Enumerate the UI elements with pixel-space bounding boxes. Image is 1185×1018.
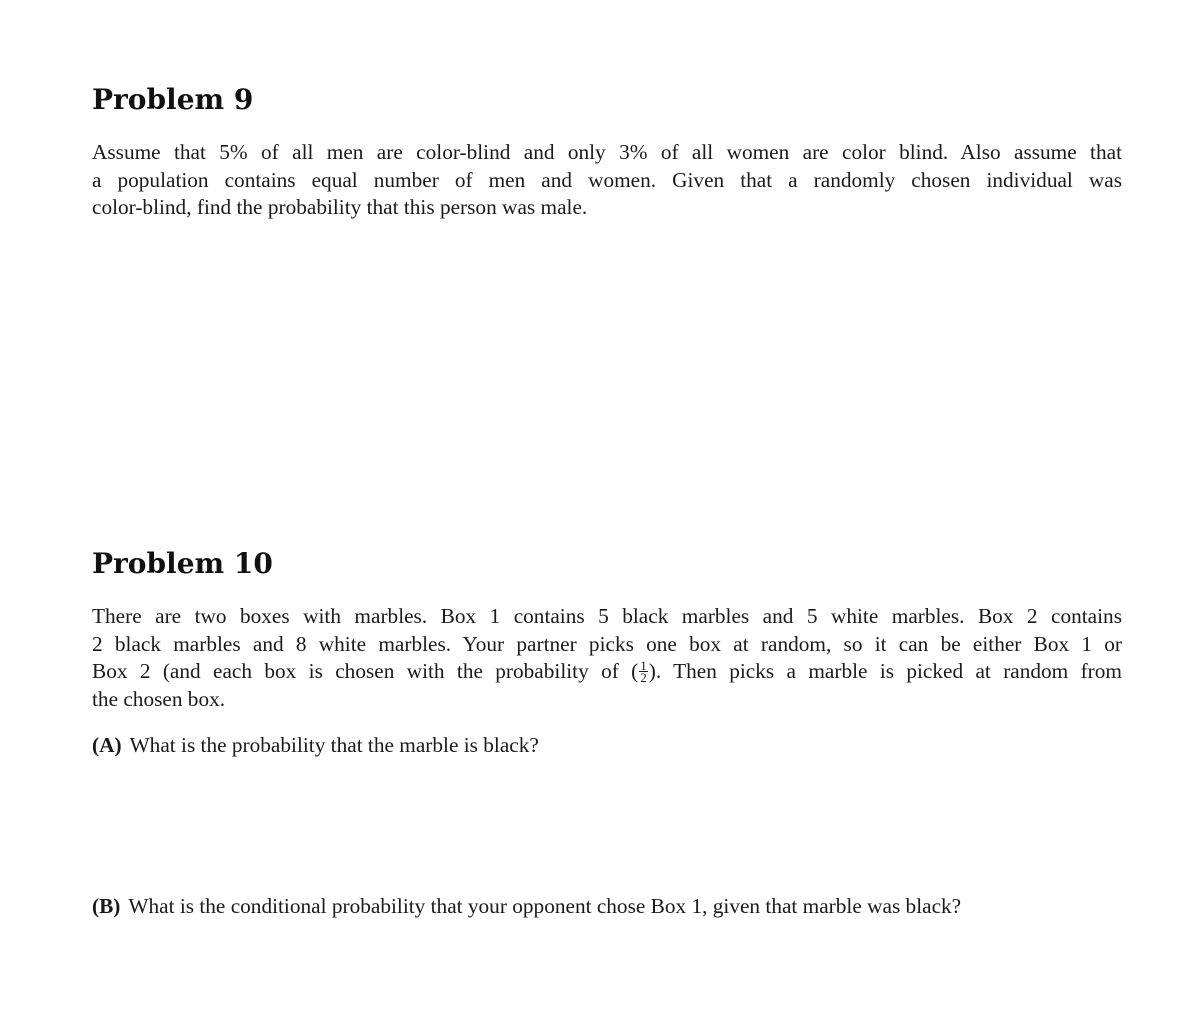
problem-10-line-2: 2 black marbles and 8 white marbles. Your partner picks one box at random, so it can be either Box 1 or	[92, 631, 1122, 656]
problem-10-line-4: the chosen box.	[92, 686, 226, 711]
problem-10-line-3-after: ). Then picks a marble is picked at random from	[648, 659, 1122, 683]
problem-10-line-3	[92, 658, 1122, 686]
problem-9-line-3: color-blind, find the probability that this person was male.	[92, 195, 588, 219]
part-b	[92, 893, 961, 921]
problem-10-text	[92, 603, 1122, 713]
problem-9-line-1: Assume that 5% of all men are color-blind and only 3% of all women are color blind. Also assume that	[92, 140, 1122, 164]
problem-9-line-2: a population contains equal number of men and women. Given that a randomly chosen individual was	[92, 167, 1122, 192]
problem-10-heading: Problem 10	[92, 547, 273, 580]
part-b-question: What is the conditional probability that your opponent chose Box 1, given that marble was black?	[128, 894, 962, 918]
part-a-question: What is the probability that the marble is black?	[129, 733, 539, 757]
problem-9-heading: Problem 9	[92, 83, 254, 116]
problem-10-line-1: There are two boxes with marbles. Box 1 contains 5 black marbles and 5 white marbles. Box 2 contains	[92, 604, 1122, 628]
problem-9-text	[92, 139, 1122, 222]
problem-10-line-3-before: Box 2 (and each box is chosen with the probability of (	[92, 659, 639, 683]
document-page	[92, 0, 1122, 1018]
fraction-denominator: 2	[640, 669, 647, 685]
part-b-label: (B)	[92, 894, 121, 918]
one-half-fraction	[639, 657, 648, 685]
fraction-numerator: 1	[640, 657, 647, 673]
part-a	[92, 732, 539, 760]
part-a-label: (A)	[92, 733, 122, 757]
